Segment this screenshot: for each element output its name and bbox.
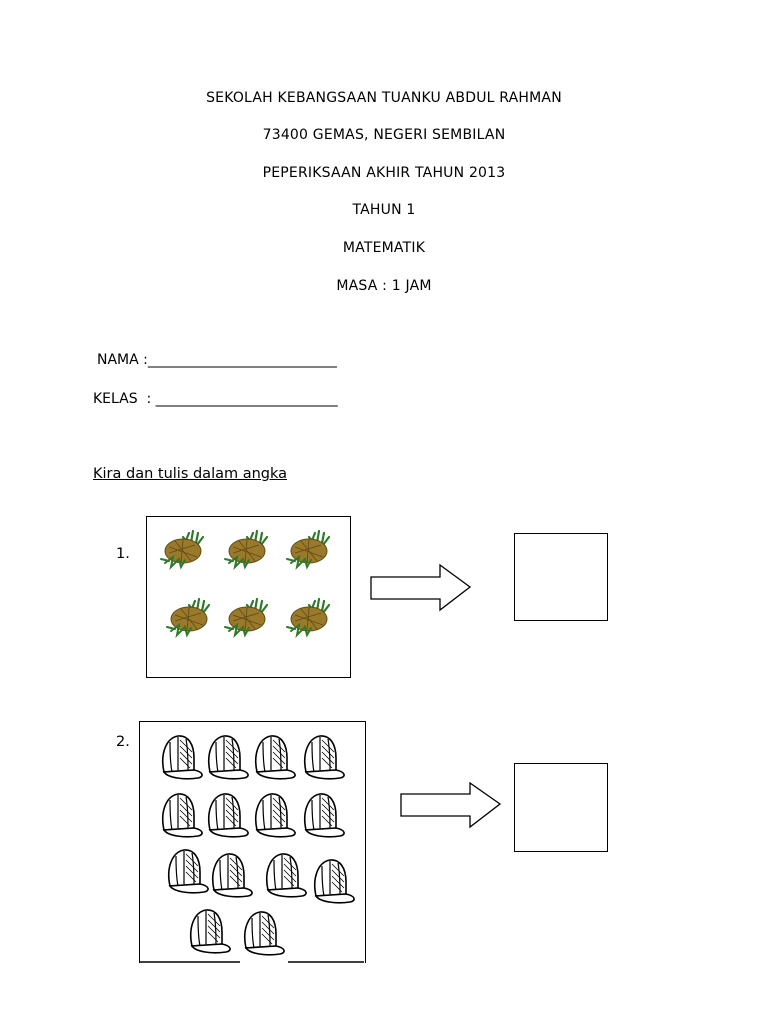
arrow-right-icon [370, 563, 474, 613]
pineapple-icon [225, 531, 267, 567]
exam-title: PEPERIKSAAN AKHIR TAHUN 2013 [262, 165, 506, 181]
pineapple-icon [167, 599, 209, 635]
cap-icon [209, 794, 248, 837]
cap-icon [305, 794, 344, 837]
cap-icon [315, 860, 354, 903]
question-2-caps [140, 722, 364, 963]
question-1-pineapples [147, 517, 349, 676]
cap-icon [245, 912, 284, 955]
cap-icon [209, 736, 248, 779]
subject-title: MATEMATIK [342, 240, 426, 256]
class-field[interactable]: KELAS : __________________________ [93, 391, 338, 407]
school-address: 73400 GEMAS, NEGERI SEMBILAN [262, 127, 506, 143]
cap-icon [163, 794, 202, 837]
answer-box-2[interactable] [514, 763, 608, 852]
pineapple-icon [161, 531, 203, 567]
year-level: TAHUN 1 [352, 202, 416, 218]
question-number-2: 2. [116, 734, 130, 750]
arrow-right-icon [400, 781, 504, 831]
cap-icon [163, 736, 202, 779]
cap-icon [256, 736, 295, 779]
pineapple-icon [225, 599, 267, 635]
cap-icon [256, 794, 295, 837]
cap-icon [213, 854, 252, 897]
question-2-picture-frame [139, 721, 366, 963]
pineapple-icon [287, 531, 329, 567]
question-1-picture-frame [146, 516, 351, 678]
cap-icon [267, 854, 306, 897]
question-number-1: 1. [116, 546, 130, 562]
answer-box-1[interactable] [514, 533, 608, 621]
cap-icon [305, 736, 344, 779]
pineapple-icon [287, 599, 329, 635]
cap-icon [191, 910, 230, 953]
exam-duration: MASA : 1 JAM [336, 278, 432, 294]
instruction-heading: Kira dan tulis dalam angka [93, 466, 288, 482]
school-name: SEKOLAH KEBANGSAAN TUANKU ABDUL RAHMAN [206, 90, 562, 106]
cap-icon [169, 850, 208, 893]
name-field[interactable]: NAMA :___________________________ [97, 352, 337, 368]
